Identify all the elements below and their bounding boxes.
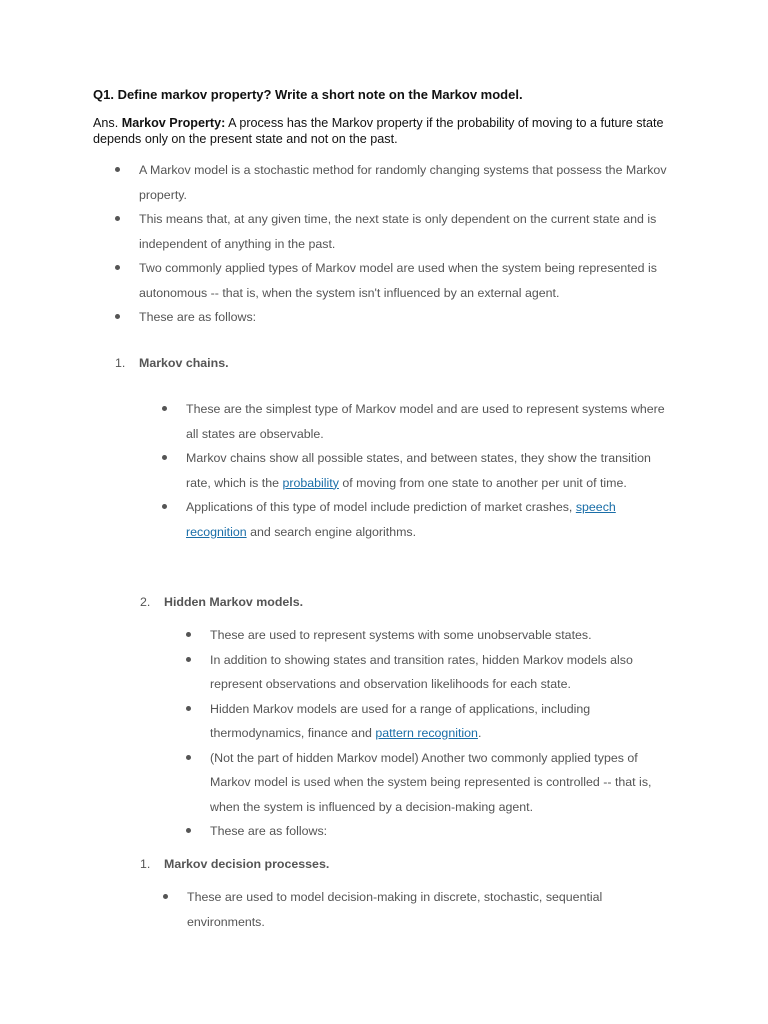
bullet-icon xyxy=(186,632,191,637)
list-item: These are as follows: xyxy=(210,819,676,844)
list-item: Applications of this type of model include prediction of market crashes, speech recognition and search engine algorithms. xyxy=(186,495,676,544)
markov-chains-bullet-list xyxy=(186,397,676,544)
bullet-icon xyxy=(186,755,191,760)
hidden-markov-bullet-list xyxy=(210,623,676,844)
answer-paragraph xyxy=(93,115,683,147)
list-item: Markov chains show all possible states, and between states, they show the transition rate, which is the probability of moving from one state to another per unit of time. xyxy=(186,446,676,495)
bullet-icon xyxy=(162,504,167,509)
bullet-icon xyxy=(186,706,191,711)
list-item: (Not the part of hidden Markov model) Another two commonly applied types of Markov model is used when the system being represented is controlled -- that is, when the system is influenced by a decision-making agent. xyxy=(210,746,676,820)
section-heading-markov-chains: 1. Markov chains. xyxy=(115,356,229,370)
section-heading-hidden-markov-models: 2. Hidden Markov models. xyxy=(140,595,304,609)
bullet-icon xyxy=(186,657,191,662)
bullet-icon xyxy=(162,406,167,411)
speech-recognition-link[interactable]: speech recognition xyxy=(186,500,616,539)
probability-link[interactable]: probability xyxy=(282,475,339,490)
list-item: These are used to represent systems with some unobservable states. xyxy=(210,623,676,648)
mdp-bullet-list xyxy=(187,885,657,934)
list-item: This means that, at any given time, the next state is only dependent on the current state and is independent of anything in the past. xyxy=(139,207,679,256)
answer-term: Markov Property: xyxy=(121,116,226,130)
bullet-icon xyxy=(163,894,168,899)
question-title: Q1. Define markov property? Write a short note on the Markov model. xyxy=(93,87,523,102)
list-item: In addition to showing states and transition rates, hidden Markov models also represent observations and observation likelihoods for each state. xyxy=(210,648,676,697)
bullet-icon xyxy=(115,216,120,221)
list-item: These are the simplest type of Markov model and are used to represent systems where all states are observable. xyxy=(186,397,676,446)
answer-prefix: Ans. xyxy=(93,116,119,130)
list-item: Two commonly applied types of Markov model are used when the system being represented is autonomous -- that is, when the system isn't influenced by an external agent. xyxy=(139,256,679,305)
pattern-recognition-link[interactable]: pattern recognition xyxy=(375,726,478,740)
bullet-icon xyxy=(162,455,167,460)
list-item: These are as follows: xyxy=(139,305,679,330)
bullet-icon xyxy=(186,828,191,833)
list-item: Hidden Markov models are used for a range of applications, including thermodynamics, finance and pattern recognition. xyxy=(210,697,676,746)
answer-text: A process has the Markov property if the probability of moving to a future state depends only on the present state and not on the past. xyxy=(93,116,664,146)
bullet-icon xyxy=(115,314,120,319)
bullet-icon xyxy=(115,167,120,172)
intro-bullet-list xyxy=(139,158,679,330)
list-item: These are used to model decision-making in discrete, stochastic, sequential environments. xyxy=(187,885,657,934)
bullet-icon xyxy=(115,265,120,270)
list-item: A Markov model is a stochastic method for randomly changing systems that possess the Markov property. xyxy=(139,158,679,207)
section-heading-markov-decision-processes: 1. Markov decision processes. xyxy=(140,857,330,871)
